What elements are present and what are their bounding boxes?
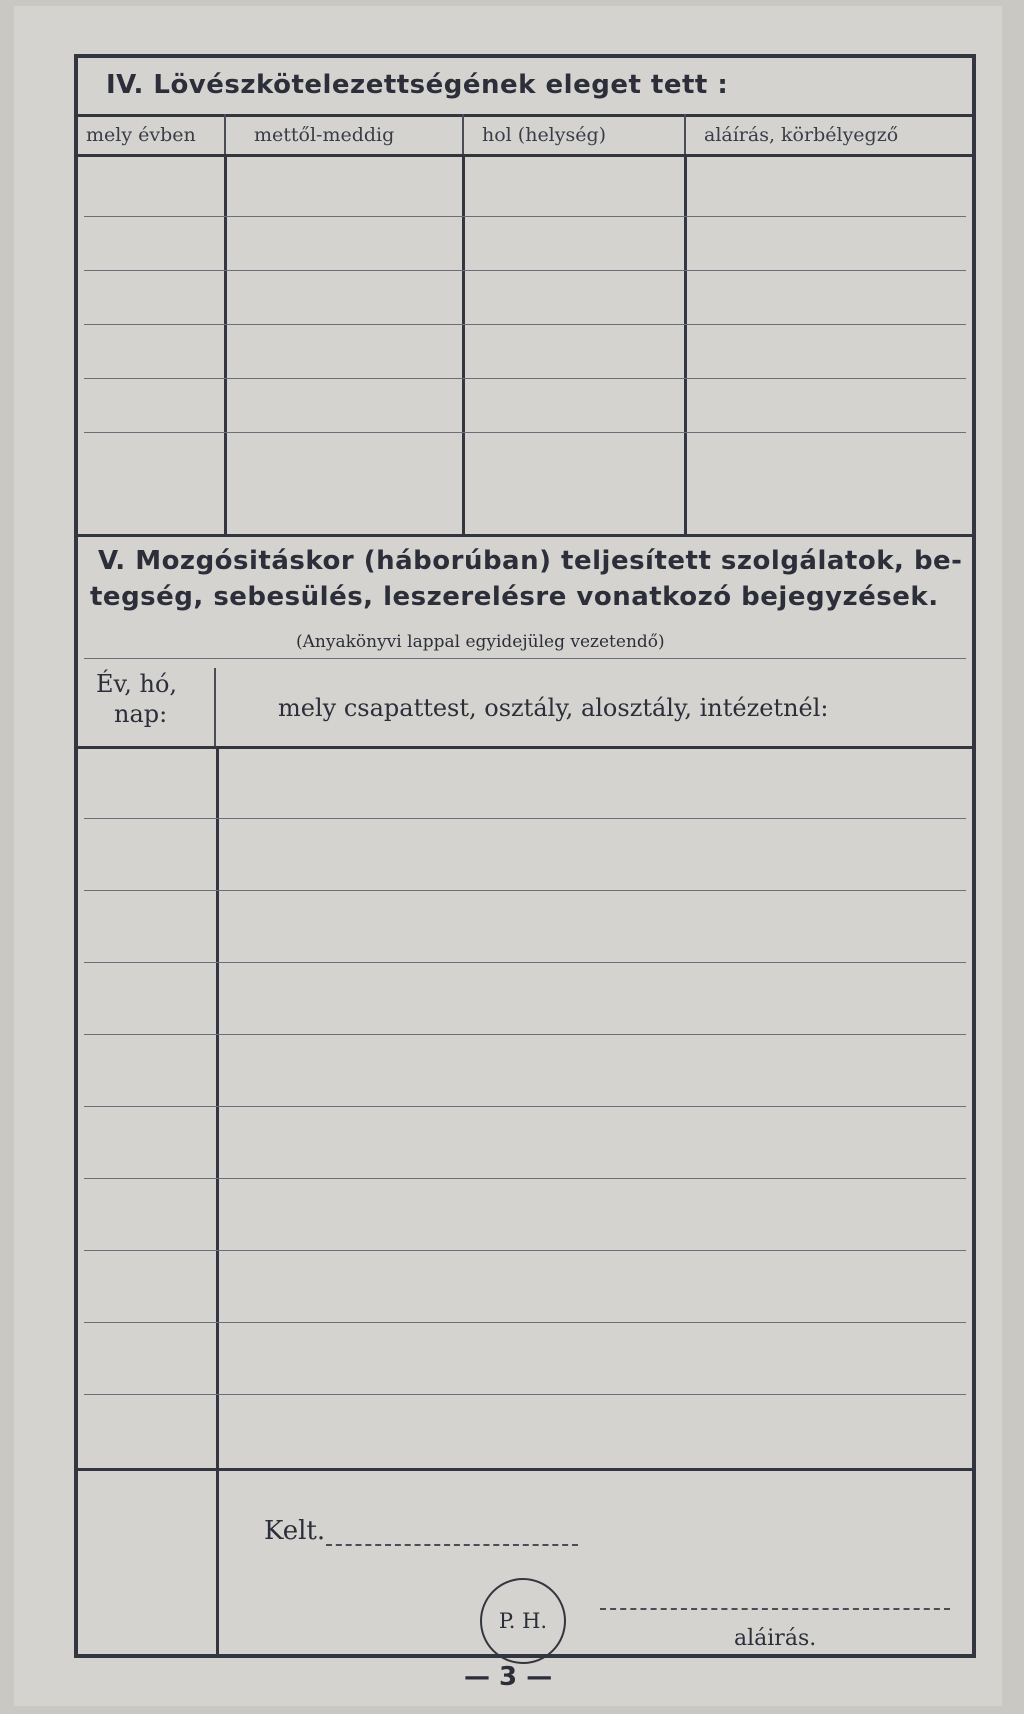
divider: [462, 114, 464, 154]
table-row: [84, 378, 966, 379]
divider: [462, 154, 465, 534]
section-5-note: (Anyakönyvi lappal egyidejüleg vezetendő): [296, 632, 665, 652]
column-header-date-line1: Év, hó,: [96, 670, 178, 698]
section-4-title: IV. Lövészkötelezettségének eleget tett :: [106, 70, 729, 100]
column-header-place: hol (helység): [482, 124, 607, 146]
divider: [84, 658, 966, 659]
table-row: [84, 1106, 966, 1107]
column-header-signature: aláírás, körbélyegző: [704, 124, 899, 146]
page-number: — 3 —: [464, 1662, 553, 1692]
divider: [684, 154, 687, 534]
table-row: [84, 1394, 966, 1395]
table-row: [84, 890, 966, 891]
section-5-title-line1: V. Mozgósitáskor (háborúban) teljesített szolgálatok, be-: [98, 546, 963, 576]
stamp-label: P. H.: [498, 1609, 548, 1633]
divider: [78, 534, 972, 537]
table-row: [84, 1322, 966, 1323]
table-row: [84, 432, 966, 433]
signature-line: [600, 1608, 950, 1610]
seal-stamp-circle: [480, 1578, 566, 1664]
table-row: [84, 270, 966, 271]
divider: [224, 154, 227, 534]
date-signature-line: [326, 1544, 578, 1546]
column-header-year: mely évben: [86, 124, 196, 146]
form-frame: [74, 54, 976, 1658]
document-page: [14, 6, 1002, 1706]
table-row: [84, 818, 966, 819]
divider: [216, 746, 219, 1658]
divider: [214, 668, 216, 748]
divider: [78, 1468, 972, 1471]
table-row: [84, 962, 966, 963]
column-header-period: mettől-meddig: [254, 124, 395, 146]
divider: [684, 114, 686, 154]
divider: [78, 114, 972, 117]
table-row: [84, 1034, 966, 1035]
signature-label: aláirás.: [734, 1626, 817, 1651]
table-row: [84, 324, 966, 325]
kelt-label: Kelt.: [264, 1516, 326, 1546]
divider: [78, 746, 972, 749]
section-5-title-line2: tegség, sebesülés, leszerelésre vonatkozó bejegyzések.: [90, 582, 939, 612]
divider: [78, 154, 972, 157]
column-header-date-line2: nap:: [114, 700, 168, 728]
table-row: [84, 216, 966, 217]
table-row: [84, 1178, 966, 1179]
table-row: [84, 1250, 966, 1251]
column-header-unit: mely csapattest, osztály, alosztály, intézetnél:: [278, 694, 829, 722]
divider: [224, 114, 226, 154]
